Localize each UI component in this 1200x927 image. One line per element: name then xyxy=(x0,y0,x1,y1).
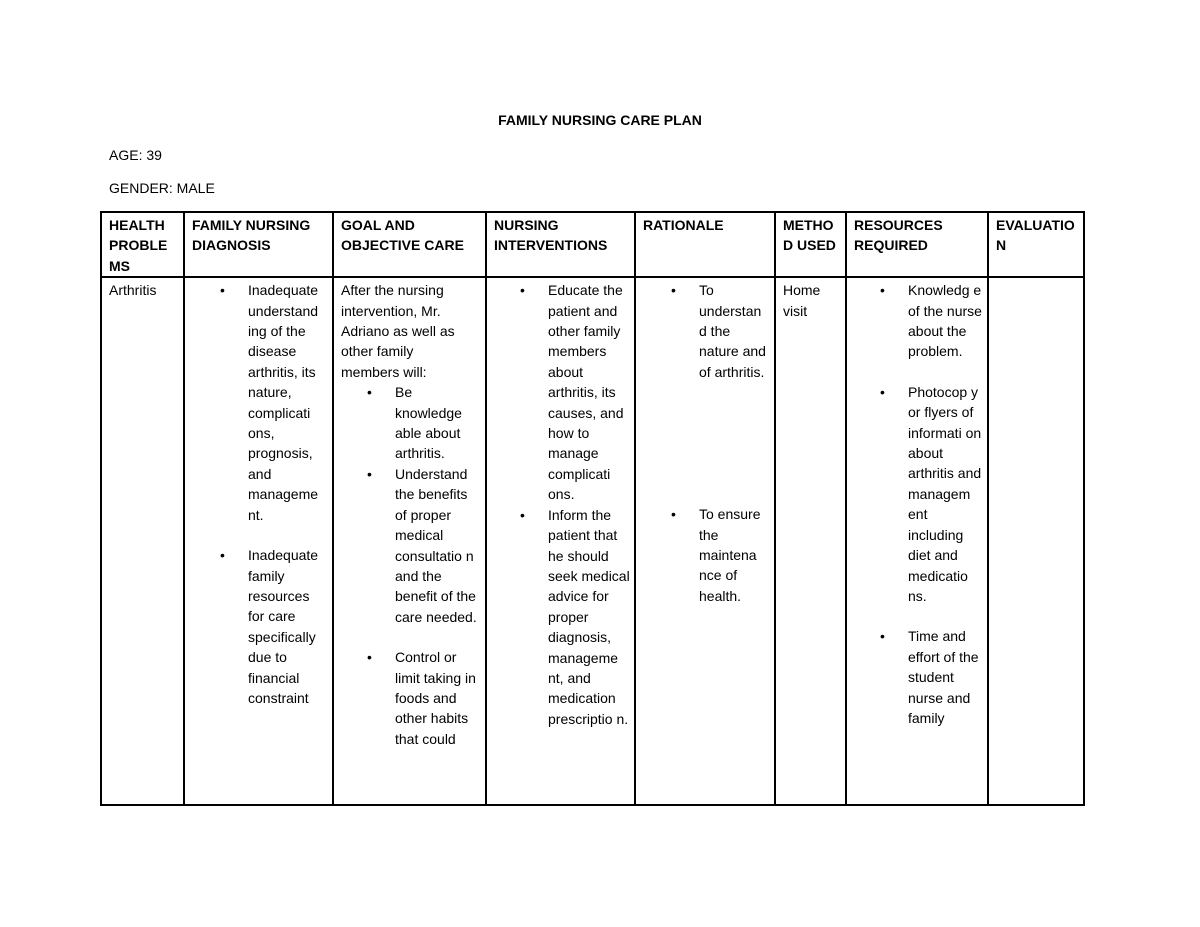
care-plan-table xyxy=(100,211,1085,806)
header-evaluation: EVALUATIO N xyxy=(988,212,1084,277)
list-item: • To understan d the nature and of arthritis. xyxy=(671,282,766,380)
cell-diagnosis xyxy=(184,277,333,805)
header-health-problems: HEALTH PROBLE MS xyxy=(101,212,184,277)
cell-evaluation xyxy=(988,277,1084,805)
spacer xyxy=(395,627,479,647)
cell-rationale xyxy=(635,277,775,805)
list-item: • Inadequate family resources for care specifically due to financial constraint xyxy=(220,547,319,706)
goal-intro-text: After the nursing intervention, Mr. Adriano as well as other family members will: xyxy=(341,282,455,380)
list-item: • Educate the patient and other family members about arthritis, its causes, and how to manage complicati ons. xyxy=(520,282,624,503)
header-method-used: METHO D USED xyxy=(775,212,846,277)
header-nursing-interventions: NURSING INTERVENTIONS xyxy=(486,212,635,277)
health-problem-text: Arthritis xyxy=(109,282,157,299)
rationale-list xyxy=(671,280,771,606)
list-item: • To ensure the maintena nce of health. xyxy=(671,506,761,604)
method-text: Home visit xyxy=(783,282,821,319)
bullet-icon: • xyxy=(520,506,525,523)
list-item: • Photocop y or flyers of informati on about arthritis and managem ent including diet and medicatio ns. xyxy=(880,383,982,604)
bullet-icon: • xyxy=(880,628,885,645)
list-item: • Knowledg e of the nurse about the problem. xyxy=(880,282,982,360)
cell-interventions xyxy=(486,277,635,805)
list-item: • Control or limit taking in foods and other habits that could xyxy=(367,649,476,747)
bullet-icon: • xyxy=(671,506,676,523)
bullet-icon: • xyxy=(880,282,885,299)
list-item: • Inform the patient that he should seek medical advice for proper diagnosis, manageme nt, and medication prescriptio n. xyxy=(520,506,630,727)
goals-list xyxy=(367,382,479,749)
list-item: • Inadequate understand ing of the disease arthritis, its nature, complicati ons, prognosis, and manageme nt. xyxy=(220,282,319,523)
cell-goals xyxy=(333,277,486,805)
diagnosis-list xyxy=(220,280,328,708)
gender-line: GENDER: MALE xyxy=(109,180,215,196)
header-family-nursing-diagnosis: FAMILY NURSING DIAGNOSIS xyxy=(184,212,333,277)
bullet-icon: • xyxy=(367,649,372,666)
list-item: • Be knowledge able about arthritis. xyxy=(367,384,462,462)
spacer xyxy=(908,362,986,382)
resources-list xyxy=(880,280,986,728)
table-header-row xyxy=(101,212,1084,277)
cell-health-problem xyxy=(101,277,184,805)
spacer xyxy=(699,382,771,504)
bullet-icon: • xyxy=(880,383,885,400)
cell-method xyxy=(775,277,846,805)
list-item: • Understand the benefits of proper medical consultatio n and the benefit of the care needed. xyxy=(367,465,477,625)
document-title: FAMILY NURSING CARE PLAN xyxy=(498,112,702,128)
spacer xyxy=(248,525,328,545)
cell-resources xyxy=(846,277,988,805)
list-item: • Time and effort of the student nurse and family xyxy=(880,628,979,726)
spacer xyxy=(908,606,986,626)
bullet-icon: • xyxy=(671,282,676,299)
bullet-icon: • xyxy=(220,282,225,299)
header-resources-required: RESOURCES REQUIRED xyxy=(846,212,988,277)
bullet-icon: • xyxy=(520,282,525,299)
bullet-icon: • xyxy=(367,465,372,482)
interventions-list xyxy=(520,280,630,729)
header-goal-and-objective-care: GOAL AND OBJECTIVE CARE xyxy=(333,212,486,277)
bullet-icon: • xyxy=(367,384,372,401)
header-rationale: RATIONALE xyxy=(635,212,775,277)
table-row xyxy=(101,277,1084,805)
age-line: AGE: 39 xyxy=(109,147,162,163)
bullet-icon: • xyxy=(220,547,225,564)
